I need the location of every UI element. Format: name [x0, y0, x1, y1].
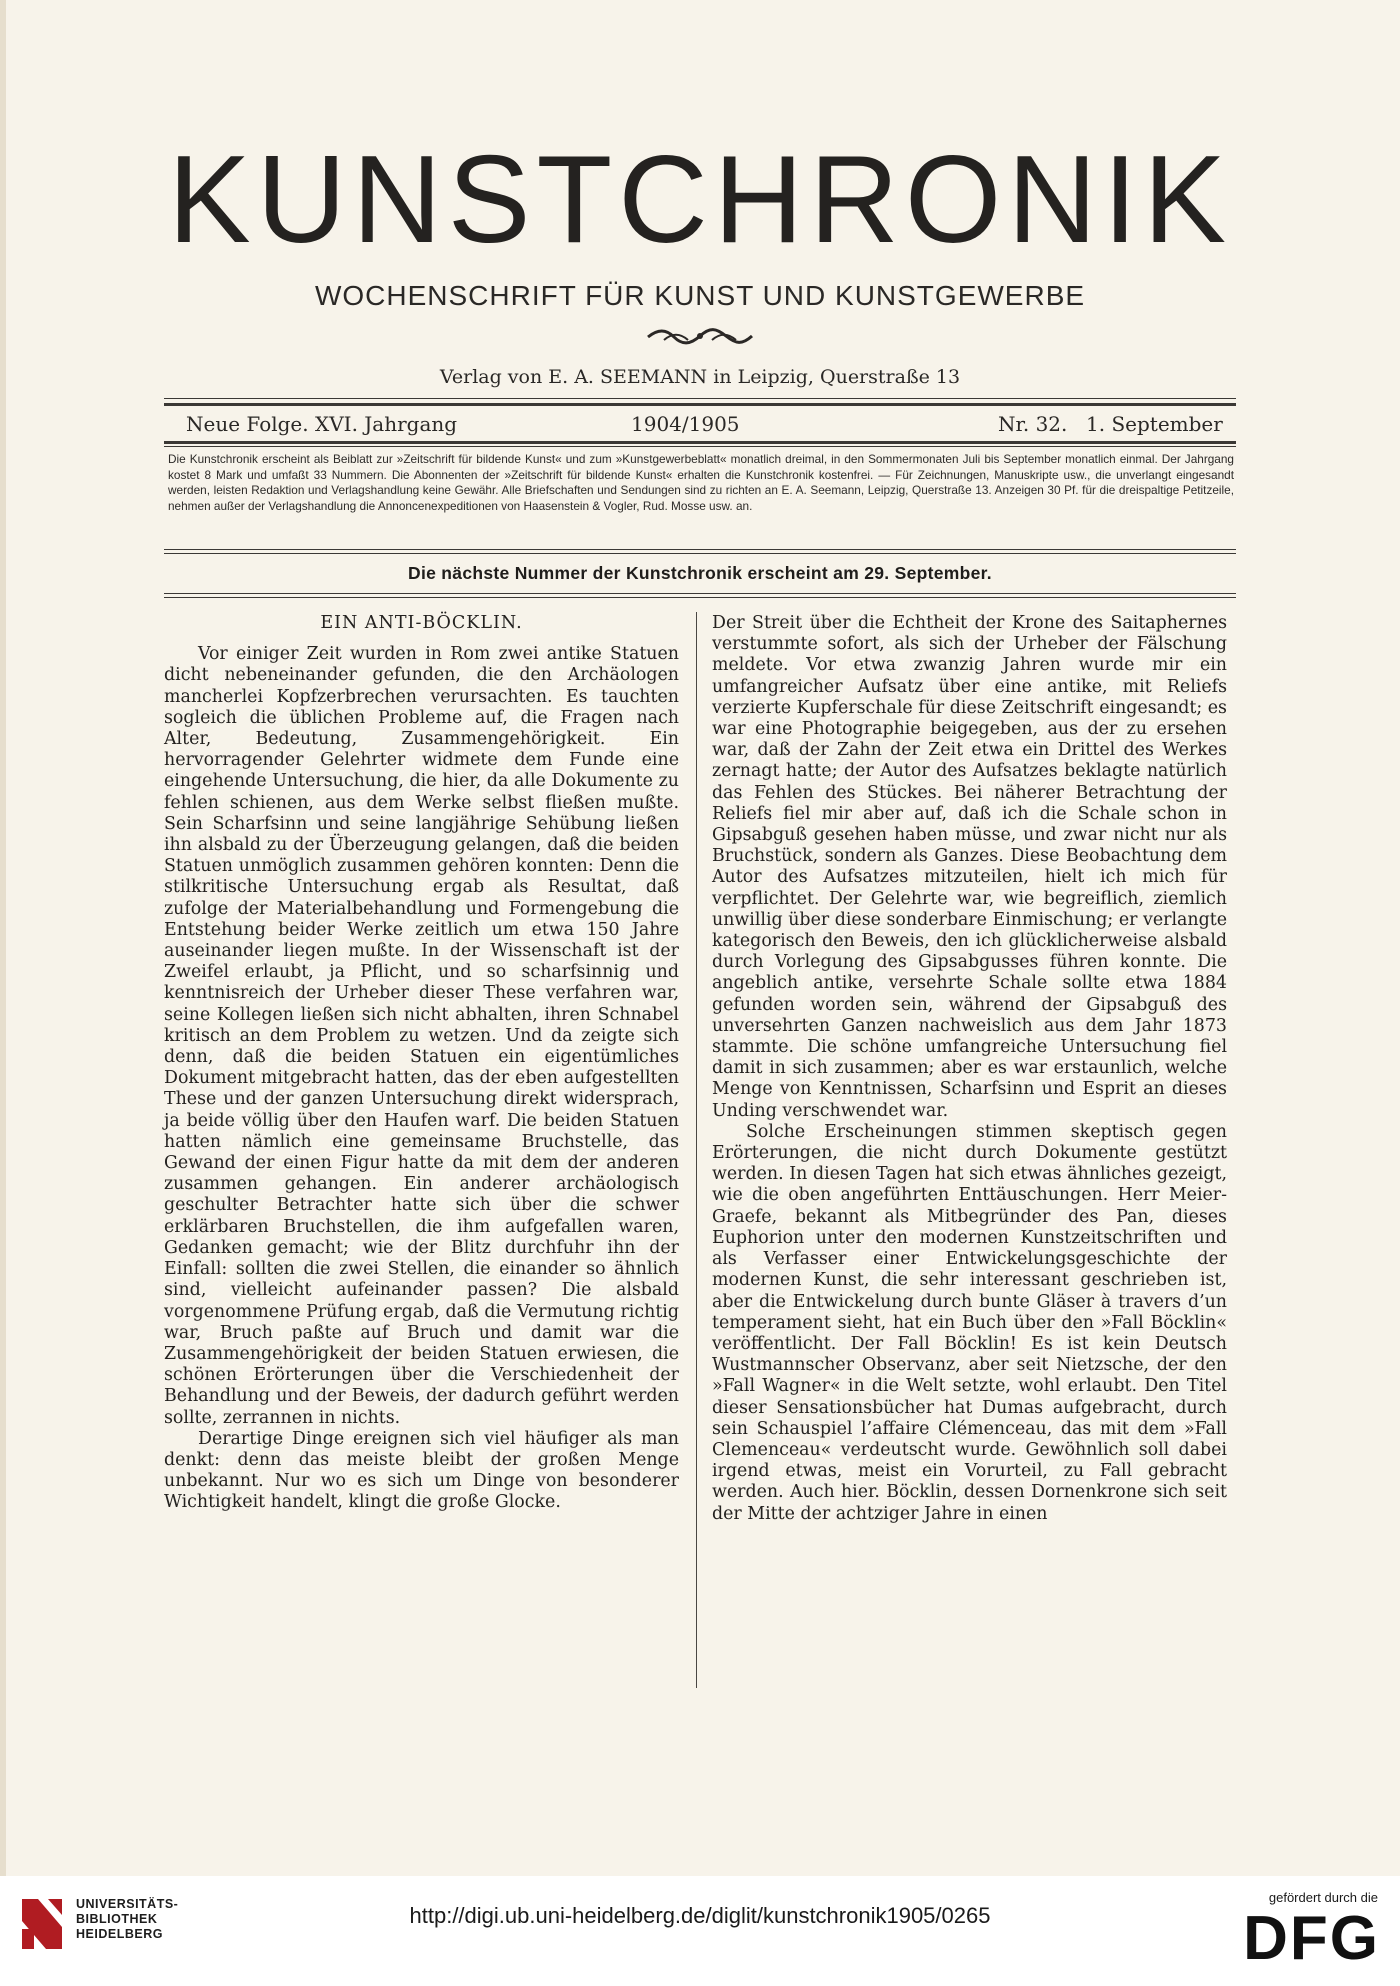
rule-announce-bottom [164, 593, 1236, 594]
column-right [712, 613, 1227, 1525]
footer-bar [0, 1876, 1400, 1986]
issue-date: 1. September [1086, 412, 1223, 436]
paragraph: Derartige Dinge ereignen sich viel häufiger als man denkt: denn das meiste bleibt der großen Menge unbekannt. Nur wo es sich um Dinge von besonderer Wichtigkeit handelt, klingt die große Glocke. [164, 1428, 679, 1513]
paragraph: Vor einiger Zeit wurden in Rom zwei antike Statuen dicht nebeneinander gefunden, die den Archäologen mancherlei Kopfzerbrechen verursachten. Es tauchten sogleich die üblichen Probleme auf, die Fragen nach Alter, Bedeutung, Zusammengehörigkeit. Ein hervorragender Gelehrter widmete dem Funde eine eingehende Untersuchung, die hier, da alle Dokumente zu fehlen schienen, aus dem Werke selbst fließen mußte. Sein Scharfsinn und seine langjährige Sehübung ließen ihn alsbald zu der Überzeugung gelangen, daß die beiden Statuen unmöglich zusammen gehören konnten: Denn die stilkritische Untersuchung ergab als Resultat, daß zufolge der Materialbehandlung und Formengebung die Entstehung beider Werke zeitlich um etwa 150 Jahre auseinander liegen mußte. In der Wissenschaft ist der Zweifel erlaubt, ja Pflicht, und so scharfsinnig und kenntnisreich der Urheber dieser These verfahren war, seine Kollegen ließen sich nicht abhalten, ihren Schnabel kritisch an dem Problem zu wetzen. Und da zeigte sich denn, daß die beiden Statuen ein eigentümliches Dokument mitgebracht hatten, das der eben aufgestellten These und der ganzen Untersuchung direkt widersprach, ja beide völlig über den Haufen warf. Die beiden Statuen hatten nämlich eine gemeinsame Bruchstelle, das Gewand der einen Figur hatte da mit dem der anderen zusammen gehangen. Ein anderer archäologisch geschulter Betrachter hatte sich über die schwer erklärbaren Bruchstellen, die ihm aufgefallen waren, Gedanken gemacht; wie der Blitz durchfuhr ihn der Einfall: sollten die zwei Stellen, die einander so ähnlich sind, vielleicht aufeinander passen? Die alsbald vorgenommene Prüfung ergab, daß die Vermutung richtig war, Bruch paßte auf Bruch und damit war die Zusammengehörigkeit der beiden Statuen erwiesen, die schönen Erörterungen über die Verschiedenheit der Behandlung und der Beweis, der dadurch geführt werden sollte, zerrannen in nichts. [164, 644, 679, 1428]
masthead-title: KUNSTCHRONIK [167, 131, 1233, 269]
column-left [164, 613, 679, 1514]
masthead-subtitle: WOCHENSCHRIFT FÜR KUNST UND KUNSTGEWERBE [314, 280, 1086, 311]
funding-note: gefördert durch die [1268, 1890, 1378, 1905]
article-heading: EIN ANTI-BÖCKLIN. [320, 613, 523, 633]
column-divider [696, 612, 697, 1688]
announcement: Die nächste Nummer der Kunstchronik erscheint am 29. September. [408, 563, 992, 583]
publisher-line: Verlag von E. A. SEEMANN in Leipzig, Querstraße 13 [439, 366, 961, 388]
source-url[interactable]: http://digi.ub.uni-heidelberg.de/diglit/kunstchronik1905/0265 [409, 1903, 991, 1928]
issue-number: Nr. 32. [998, 412, 1068, 436]
paragraph: Solche Erscheinungen stimmen skeptisch gegen Erörterungen, die nicht durch Dokumente gestützt werden. In diesen Tagen hat sich etwas ähnliches gezeigt, wie die oben angeführten Enttäuschungen. Herr Meier-Graefe, bekannt als Mitbegründer des Pan, dieses Euphorion unter den modernen Kunstzeitschriften und als Verfasser einer Entwickelungsgeschichte der modernen Kunst, die sehr interessant geschrieben ist, aber die Entwickelung durch bunte Gläser à travers d’un temperament sieht, hat ein Buch über den »Fall Böcklin« veröffentlicht. Der Fall Böcklin! Es ist kein Deutsch Wustmannscher Observanz, aber seit Nietzsche, der den »Fall Wagner« in die Welt setzte, wohl erlaubt. Den Titel dieser Sensationsbücher hat Dumas aufgebracht, durch sein Schauspiel l’affaire Clémenceau, das mit dem »Fall Clemenceau« verdeutscht wurde. Gewöhnlich soll dabei irgend etwas, meist ein Vorurteil, zu Fall gebracht werden. Auch hier. Böcklin, dessen Dornenkrone sich seit der Mitte der achtziger Jahre in einen [712, 1121, 1227, 1524]
ornament-icon [644, 325, 756, 347]
issue-line [186, 412, 1223, 438]
rule-announce-bottom-2 [164, 597, 1236, 598]
subscription-notice: Die Kunstchronik erscheint als Beiblatt zur »Zeitschrift für bildende Kunst« und zum »Kunstgewerbeblatt« monatlich dreimal, in den Sommermonaten Juli bis September monatlich einmal. Der Jahrgang kostet 8 Mark und umfaßt 33 Nummern. Die Abonnenten der »Zeitschrift für bildende Kunst« erhalten die Kunstchronik kostenfrei. — Für Zeichnungen, Manuskripte usw., die unverlangt eingesandt werden, leisten Redaktion und Verlagshandlung keine Gewähr. Alle Briefschaften und Sendungen sind zu richten an E. A. Seemann, Leipzig, Querstraße 13. Anzeigen 30 Pf. für die dreispaltige Petitzeile, nehmen außer der Verlagshandlung die Annoncenexpeditionen von Haasenstein & Vogler, Rud. Mosse usw. an. [168, 452, 1234, 513]
rule-mid [164, 441, 1236, 444]
rule-top-thick [164, 403, 1236, 406]
issue-years: 1904/1905 [631, 412, 740, 436]
rule-notice-bottom [164, 549, 1236, 550]
dfg-logo: DFG [1243, 1904, 1380, 1973]
rule-mid-thin [164, 446, 1236, 447]
rule-top [164, 398, 1236, 399]
rule-notice-bottom-2 [164, 553, 1236, 554]
issue-series: Neue Folge. XVI. Jahrgang [186, 412, 458, 436]
paragraph: Der Streit über die Echtheit der Krone des Saitaphernes verstummte sofort, als sich der Urheber der Fälschung meldete. Vor etwa zwanzig Jahren wurde mir ein umfangreicher Aufsatz über eine antike, mit Reliefs verzierte Kupferschale für diese Zeitschrift eingesandt; es war eine Photographie beigegeben, aus der zu ersehen war, daß der Zahn der Zeit etwa ein Drittel des Werkes zernagt hatte; der Autor des Aufsatzes beklagte natürlich das Fehlen des Stückes. Bei näherer Betrachtung der Reliefs fiel mir aber auf, daß ich die Schale schon in Gipsabguß gesehen haben müsse, und zwar nicht nur als Bruchstück, sondern als Ganzes. Diese Beobachtung dem Autor des Aufsatzes mitzuteilen, hielt ich mich für verpflichtet. Der Gelehrte war, wie begreiflich, ziemlich unwillig über diese sonderbare Einmischung; er verlangte kategorisch den Beweis, den ich glücklicherweise alsbald durch Vorlegung des Gipsabgusses führen konnte. Die angeblich antike, versehrte Schale sollte etwa 1884 gefunden worden sein, während der Gipsabguß des unversehrten Ganzen nachweislich aus dem Jahr 1873 stammte. Die schöne umfangreiche Untersuchung fiel damit in sich zusammen; aber es war erstaunlich, welche Menge von Kenntnissen, Scharfsinn und Esprit an dieses Unding verschwendet war. [712, 613, 1227, 1121]
library-name: UNIVERSITÄTS- BIBLIOTHEK HEIDELBERG [76, 1897, 179, 1941]
